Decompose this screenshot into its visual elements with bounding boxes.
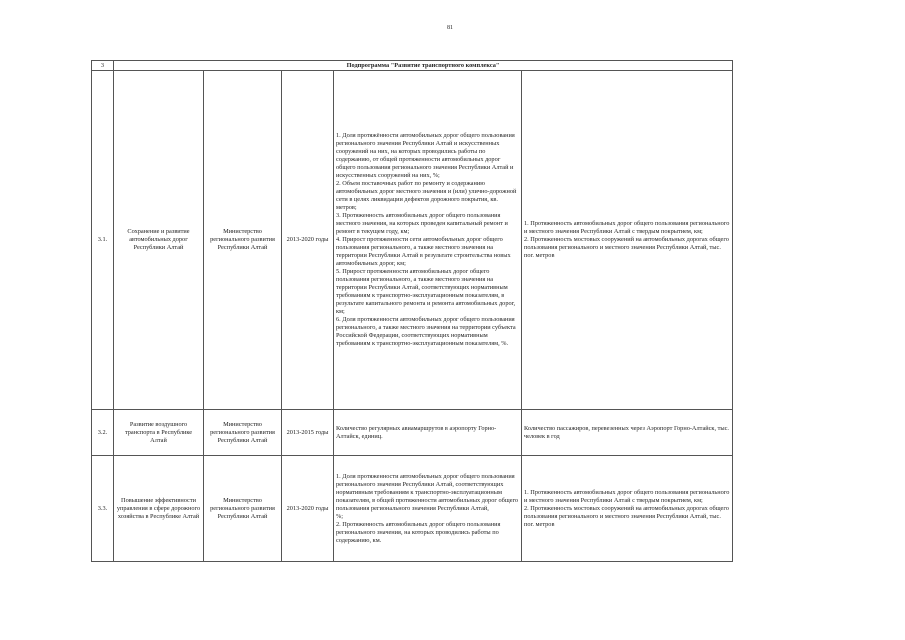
results: 1. Протяженность автомобильных дорог общего пользования регионального и местного значения Республики Алтай с твердым покрытием, км; 2. Протяженность мостовых сооружений на автомобильных дорогах общего пользования регионального и местного значения Республики Алтай, тыс. пог. метров: [522, 456, 733, 562]
indicators: 1. Доля протяженности автомобильных дорог общего пользования регионального значения Республики Алтай, соответствующих нормативным требованиям к транспортно-эксплуатационным показателям, в общей протяженности автомобильных дорог общего пользования регионального значения Республики Алтай, %; 2. Протяженность автомобильных дорог общего пользования регионального значения, на которых проводились работы по содержанию, км.: [334, 456, 522, 562]
measure-name: Сохранение и развитие автомобильных дорог Республики Алтай: [114, 71, 204, 410]
row-number: 3.3.: [92, 456, 114, 562]
page-number: 81: [447, 25, 453, 31]
subprogram-header-row: [92, 61, 733, 71]
measure-name: Развитие воздушного транспорта в Республике Алтай: [114, 410, 204, 456]
indicators: 1. Доля протяжённости автомобильных дорог общего пользования регионального значения Республики Алтай и искусственных сооружений на них, на которых проводились работы по содержанию, от общей протяженности автомобильных дорог общего пользования регионального значения Республики Алтай и искусственных сооружений на них, %; 2. Объем поставочных работ по ремонту и содержанию автомобильных дорог местного значения и (или) улично-дорожной сети в целях ликвидации дефектов дорожного покрытия, кв. метров; 3. Протяженность автомобильных дорог общего пользования местного значения, на которых проведен капитальный ремонт и ремонт в текущем году, км; 4. Прирост протяженности сети автомобильных дорог общего пользования регионального, а также местного значения на территории Республики Алтай в результате строительства новых автомобильных дорог, км; 5. Прирост протяженности автомобильных дорог общего пользования регионального, а также местного значения на территории Республики Алтай, соответствующих нормативным требованиям к транспортно-эксплуатационным показателям, в результате капитального ремонта и ремонта автомобильных дорог, км; 6. Доля протяженности автомобильных дорог общего пользования регионального, а также местного значения на территории субъекта Российской Федерации, соответствующих нормативным требованиям к транспортно-эксплуатационным показателям, %.: [334, 71, 522, 410]
row-number: 3.1.: [92, 71, 114, 410]
period: 2013-2020 годы: [282, 71, 334, 410]
results: 1. Протяженность автомобильных дорог общего пользования регионального и местного значения Республики Алтай с твердым покрытием, км; 2. Протяженность мостовых сооружений на автомобильных дорогах общего пользования регионального и местного значения Республики Алтай, тыс. пог. метров: [522, 71, 733, 410]
subprogram-table: [91, 60, 733, 562]
table-row: [92, 410, 733, 456]
executor: Министерство регионального развития Республики Алтай: [204, 410, 282, 456]
results: Количество пассажиров, перевезенных через Аэропорт Горно-Алтайск, тыс. человек в год: [522, 410, 733, 456]
subprogram-index: 3: [92, 61, 114, 71]
indicators: Количество регулярных авиамаршрутов в аэропорту Горно-Алтайск, единиц.: [334, 410, 522, 456]
subprogram-title: Подпрограмма "Развитие транспортного комплекса": [114, 61, 733, 71]
period: 2013-2020 годы: [282, 456, 334, 562]
measure-name: Повышение эффективности управления в сфере дорожного хозяйства в Республике Алтай: [114, 456, 204, 562]
period: 2013-2015 годы: [282, 410, 334, 456]
executor: Министерство регионального развития Республики Алтай: [204, 71, 282, 410]
table-row: [92, 456, 733, 562]
table-row: [92, 71, 733, 410]
executor: Министерство регионального развития Республики Алтай: [204, 456, 282, 562]
row-number: 3.2.: [92, 410, 114, 456]
